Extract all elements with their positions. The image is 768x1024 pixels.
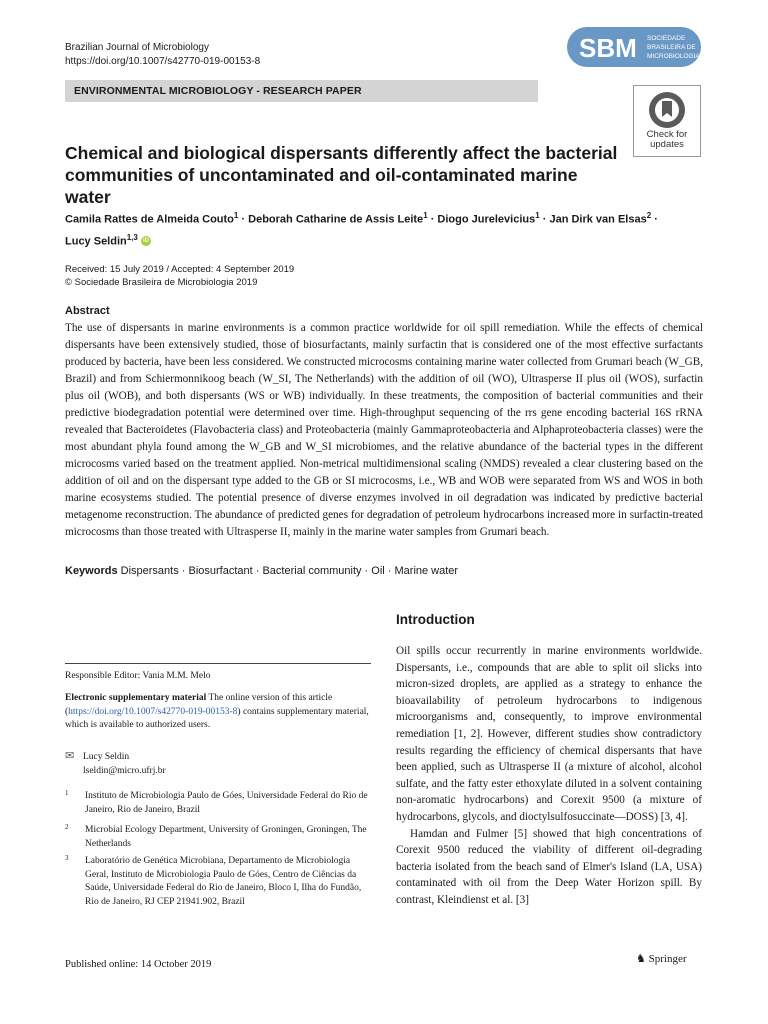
affiliation-number: 2	[65, 823, 69, 831]
author-name[interactable]: Camila Rattes de Almeida Couto	[65, 213, 234, 226]
intro-paragraph-1: Oil spills occur recurrently in marine environments worldwide. Dispersants, i.e., compounds that are able to split oil slicks into micron-sized droplets, are applied as a strategy to enhance the bioavailability of petroleum hydrocarbons to indigenous microorganisms and, consequently, to improve environmental remediation [1, 2]. However, different studies show contradictory results regarding the efficiency of chemical dispersants that have been applied, such as Ultrasperse II (a mixture of alcohol, alcohol sulfate, and the fatty ester ethoxylate diluted in a solvent containing non-aromatic hydrocarbons) and Corexit 9500 (a mixture of hydrocarbons, glycols, and dioctylsulfosuccinate—DOSS) [3, 4].	[396, 645, 702, 823]
keywords	[65, 563, 705, 579]
author-affiliation: 1	[233, 211, 239, 220]
intro-paragraph-2: Hamdan and Fulmer [5] showed that high concentrations of Corexit 9500 reduced the viability of different oil-degrading bacteria isolated from the beach sand of Elmer's Island (LA, USA) contaminated with oil from the Deep Water Horizon spill. By contrast, Kleindienst et al. [3]	[396, 827, 702, 906]
author-affiliation: 2	[646, 211, 652, 220]
logo-sub-2: BRASILEIRA DE	[647, 44, 696, 51]
esm-text-after: ) contains supplementary material, which is available to authorized users.	[65, 706, 369, 730]
section-banner: ENVIRONMENTAL MICROBIOLOGY - RESEARCH PAPER	[65, 80, 538, 102]
logo-sub-1: SOCIEDADE	[647, 35, 686, 42]
published-online: Published online: 14 October 2019	[65, 959, 212, 970]
journal-name: Brazilian Journal of Microbiology	[65, 42, 209, 53]
author-name[interactable]: Diogo Jurelevicius	[437, 213, 536, 226]
affiliation	[65, 824, 371, 851]
logo-main-text: SBM	[579, 33, 637, 63]
affiliation-number: 3	[65, 854, 69, 862]
orcid-icon[interactable]: iD	[142, 238, 149, 245]
corresponding-author	[65, 750, 371, 778]
affiliation-number: 1	[65, 789, 69, 797]
responsible-editor: Responsible Editor: Vania M.M. Melo	[65, 671, 211, 681]
check-updates-line1: Check for	[646, 129, 688, 140]
esm-link[interactable]: https://doi.org/10.1007/s42770-019-00153-8	[68, 706, 238, 717]
affiliation	[65, 855, 371, 909]
author-affiliation: 1	[423, 211, 428, 220]
author-name[interactable]: Lucy Seldin	[65, 235, 127, 248]
introduction-body	[396, 643, 702, 909]
supplementary-note	[65, 692, 371, 733]
affiliation-text: Instituto de Microbiologia Paulo de Góes, Universidade Federal do Rio de Janeiro, Rio de Janeiro, Brazil	[85, 791, 368, 815]
keywords-label: Keywords	[65, 565, 118, 577]
author-affiliation: 1,3	[126, 232, 138, 242]
springer-horse-icon: ♞	[636, 953, 646, 965]
logo-sub-3: MICROBIOLOGIA	[647, 53, 700, 60]
article-dates	[65, 263, 294, 289]
sbm-logo	[567, 27, 701, 67]
article-title: Chemical and biological dispersants differently affect the bacterial communities of uncontaminated and oil-contaminated marine water	[65, 143, 618, 207]
copyright: © Sociedade Brasileira de Microbiologia 2019	[65, 277, 258, 288]
affiliation-text: Microbial Ecology Department, University of Groningen, Groningen, The Netherlands	[85, 825, 367, 849]
publisher-logo	[636, 952, 687, 965]
affiliation	[65, 790, 371, 817]
check-updates-line2: updates	[650, 139, 684, 150]
author-list: Camila Rattes de Almeida Couto$^1$ · Deborah Catharine de Assis Leite$^1$ · Diogo Jurelevicius$^1$ · Jan Dirk van Elsas$^2$ · Lucy Seldin$^{1,3}$ iD	[65, 211, 658, 248]
bookmark-icon	[647, 90, 687, 130]
keywords-list: Dispersants · Biosurfactant · Bacterial community · Oil · Marine water	[120, 565, 459, 577]
affiliation-text: Laboratório de Genética Microbiana, Departamento de Microbiologia Geral, Instituto de Microbiologia Paulo de Góes, Centro de Ciências da Saúde, Universidade Federal do Rio de Janeiro, Bloco I, Ilha do Fundão, Rio de Janeiro, RJ CEP 21941.902, Brazil	[85, 856, 362, 907]
contact-email[interactable]: lseldin@micro.ufrj.br	[83, 765, 166, 776]
abstract-text: The use of dispersants in marine environments is a common practice worldwide for oil spill remediation. While the effects of chemical dispersants have been extensively studied, those of biosurfactants, mainly surfactin that is considered one of the most effective surfactants produced by bacteria, have been less considered. We constructed microcosms containing marine water collected from Grumari beach (W_GB, Brazil) and from Schiermonnikoog beach (W_SI, The Netherlands) with the addition of oil (WO), Ultrasperse II plus oil (WOS), surfactin plus oil (WOB), and both dispersants (WS or WB) individually. In these treatments, the composition of bacterial communities and their predictive biodegradation potential were determined over time. High-throughput sequencing of the rrs gene encoding bacterial 16S rRNA revealed that Bacteroidetes (Flavobacteria class) and Proteobacteria (mainly Gammaproteobacteria and Alphaproteobacteria classes) were the most abundant phyla found among the W_GB and W_SI microbiomes, and the relative abundance of the bacterial types in the different microcosms varied based on the treatment applied. Non-metrical multidimensional scaling (NMDS) revealed a clear clustering based on the addition of oil and on the dispersant type added to the GB or SI microcosms, i.e., WB and WOB were separated from WS and WOS in both marine ecosystems studied. The potential presence of diverse enzymes involved in oil degradation was indicated by predictive bacterial metagenome reconstruction. The abundance of predicted genes for degradation of petroleum hydrocarbons increased more in surfactin-treated microcosms than those treated with Ultrasperse II, mainly in the marine water samples from Grumari beach.	[65, 322, 703, 538]
contact-name: Lucy Seldin	[83, 752, 130, 762]
introduction-heading: Introduction	[396, 612, 475, 627]
esm-label: Electronic supplementary material	[65, 693, 207, 703]
check-for-updates-button[interactable]	[633, 85, 701, 157]
publisher-name: Springer	[648, 953, 687, 965]
author-name[interactable]: Deborah Catharine de Assis Leite	[248, 213, 424, 226]
esm-text-before: The online version of this article (	[65, 693, 333, 717]
footnote-divider	[65, 663, 371, 664]
doi-link[interactable]: https://doi.org/10.1007/s42770-019-00153-8	[65, 56, 261, 67]
envelope-icon: ✉	[65, 750, 75, 762]
received-accepted: Received: 15 July 2019 / Accepted: 4 September 2019	[65, 264, 295, 275]
abstract-heading: Abstract	[65, 305, 110, 317]
journal-header	[65, 41, 260, 69]
author-name[interactable]: Jan Dirk van Elsas	[549, 213, 647, 226]
author-affiliation: 1	[535, 211, 540, 220]
